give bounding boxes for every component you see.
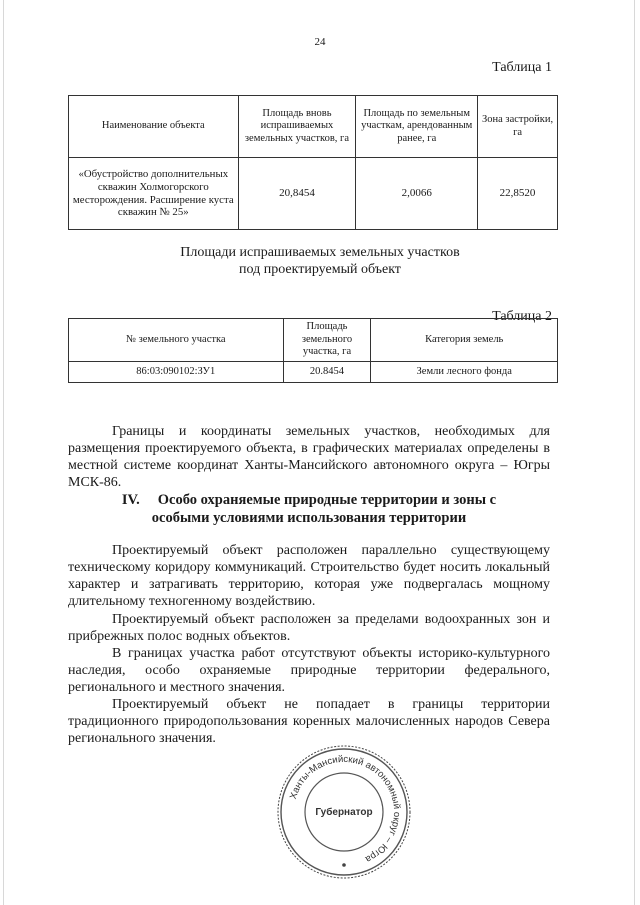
governor-seal [274,742,414,882]
table2-title-line2: под проектируемый объект [239,262,401,277]
table2-header-row [69,319,558,362]
seal-dot [342,863,346,867]
table2-header-cell: Площадь земельного участка, га [283,319,371,362]
table2-caption: Таблица 2 [492,309,552,324]
paragraph-borders: Границы и координаты земельных участков, необходимых для размещения проектируемого объекта, в графических материалах определены в местной системе координат Ханты-Мансийского автономного округа – Югры МСК-86. [68,424,550,490]
page-number: 24 [314,36,326,48]
table1-header-cell: Площадь по земельным участкам, арендованным ранее, га [356,96,478,158]
table2-row [69,362,558,383]
section-title-line2: особыми условиями использования территории [151,510,467,526]
seal-center-text: Губернатор [315,807,373,818]
table2-cell: Земли лесного фонда [371,362,558,383]
table2-cell: 20.8454 [283,362,371,383]
table1-caption: Таблица 1 [492,60,552,75]
table2-header-cell: Категория земель [371,319,558,362]
paragraph-2: Проектируемый объект расположен за пределами водоохранных зон и прибрежных полос водных объектов. [68,612,550,644]
scan-edge-right [634,0,635,905]
table1 [68,95,558,230]
table1-cell-value: 20,8454 [238,158,356,230]
scan-edge-left [3,0,4,905]
paragraph-3: В границах участка работ отсутствуют объекты историко-культурного наследия, особо охраняемые природные территории федерального, регионального и местного значения. [68,646,550,695]
section-number: IV. [121,492,140,508]
table1-cell-value: 2,0066 [356,158,478,230]
table2 [68,318,558,383]
seal-ring-text: Ханты-Мансийский автономный округ – Югра [287,753,403,865]
table2-header-cell: № земельного участка [69,319,284,362]
table2-cell: 86:03:090102:ЗУ1 [69,362,284,383]
paragraph-4: Проектируемый объект не попадает в границы территории традиционного природопользования коренных малочисленных народов Севера регионального значения. [68,697,550,746]
table1-header-cell: Наименование объекта [69,96,239,158]
table1-header-row [69,96,558,158]
table1-header-cell: Зона застройки, га [478,96,558,158]
table1-cell-object: «Обустройство дополнительных скважин Холмогорского месторождения. Расширение куста скважин № 25» [69,158,239,230]
section-heading [68,491,550,527]
table2-title-line1: Площади испрашиваемых земельных участков [180,245,460,260]
table1-cell-value: 22,8520 [478,158,558,230]
section-title-line1: Особо охраняемые природные территории и зоны с [157,492,497,508]
section-heading-line1 [68,491,550,509]
table1-header-cell: Площадь вновь испрашиваемых земельных участков, га [238,96,356,158]
paragraph-1: Проектируемый объект расположен параллельно существующему техническому коридору коммуникаций. Строительство будет носить локальный характер и затрагивать территорию, которая уже подвергалась мощному длительному техногенному воздействию. [68,543,550,609]
table1-row [69,158,558,230]
